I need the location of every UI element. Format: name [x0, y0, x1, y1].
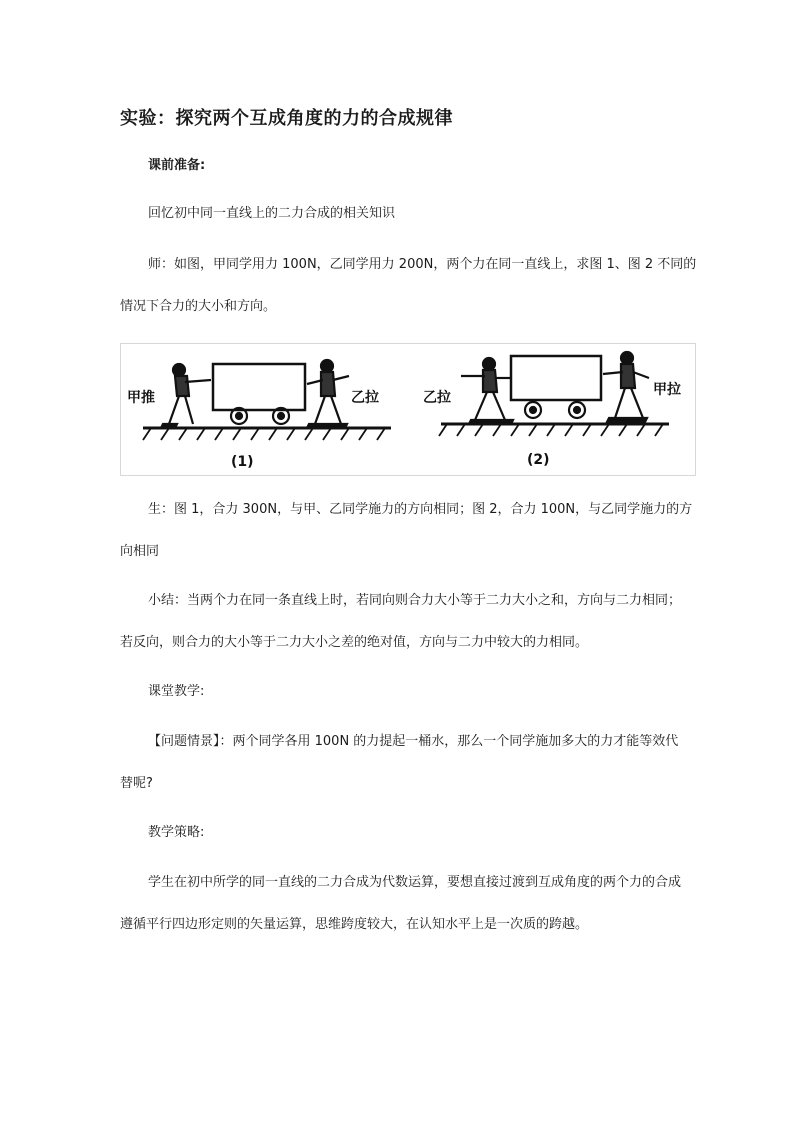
person-pulling-1 [307, 360, 349, 428]
force-diagram-figure [120, 343, 696, 476]
student-answer-line-2: 向相同 [120, 544, 160, 559]
strategy-heading: 教学策略: [148, 825, 205, 840]
fig2-caption: (2) [527, 452, 550, 468]
fig1-pull-label: 乙拉 [351, 390, 379, 406]
student-answer-line-1: 生：图 1，合力 300N，与甲、乙同学施力的方向相同；图 2，合力 100N，与乙同学施力的方 [148, 502, 693, 517]
recall-paragraph: 回忆初中同一直线上的二力合成的相关知识 [148, 206, 396, 221]
prep-heading: 课前准备: [148, 158, 206, 173]
figure-2 [439, 352, 669, 436]
fig2-pull-label-left: 乙拉 [423, 390, 451, 406]
strategy-line-2: 遵循平行四边形定则的矢量运算，思维跨度较大，在认知水平上是一次质的跨越。 [120, 917, 589, 932]
summary-line-2: 若反向，则合力的大小等于二力大小之差的绝对值，方向与二力中较大的力相同。 [120, 635, 589, 650]
cart-body-1 [213, 364, 305, 410]
ground-hatch-1 [143, 428, 385, 440]
fig1-caption: (1) [231, 454, 254, 470]
class-heading: 课堂教学: [148, 684, 205, 699]
problem-line-2: 替呢? [120, 776, 153, 791]
force-diagram-svg [121, 344, 697, 477]
person-pushing [161, 364, 211, 428]
person-pulling-2-right [603, 352, 649, 422]
problem-line-1: 【问题情景】：两个同学各用 100N 的力提起一桶水，那么一个同学施加多大的力才能等效代 [148, 734, 679, 749]
summary-line-1: 小结：当两个力在同一条直线上时，若同向则合力大小等于二力大小之和，方向与二力相同； [148, 593, 682, 608]
fig2-pull-label-right: 甲拉 [653, 382, 681, 398]
cart-body-2 [511, 356, 601, 400]
teacher-question-line-1: 师：如图，甲同学用力 100N，乙同学用力 200N，两个力在同一直线上，求图 1、图 2 不同的 [148, 257, 697, 272]
strategy-line-1: 学生在初中所学的同一直线的二力合成为代数运算，要想直接过渡到互成角度的两个力的合成 [148, 875, 682, 890]
ground-hatch-2 [439, 424, 663, 436]
page-title: 实验：探究两个互成角度的力的合成规律 [120, 108, 453, 129]
person-pulling-2-left [461, 358, 513, 424]
teacher-question-line-2: 情况下合力的大小和方向。 [120, 299, 277, 314]
fig1-push-label: 甲推 [127, 390, 155, 406]
